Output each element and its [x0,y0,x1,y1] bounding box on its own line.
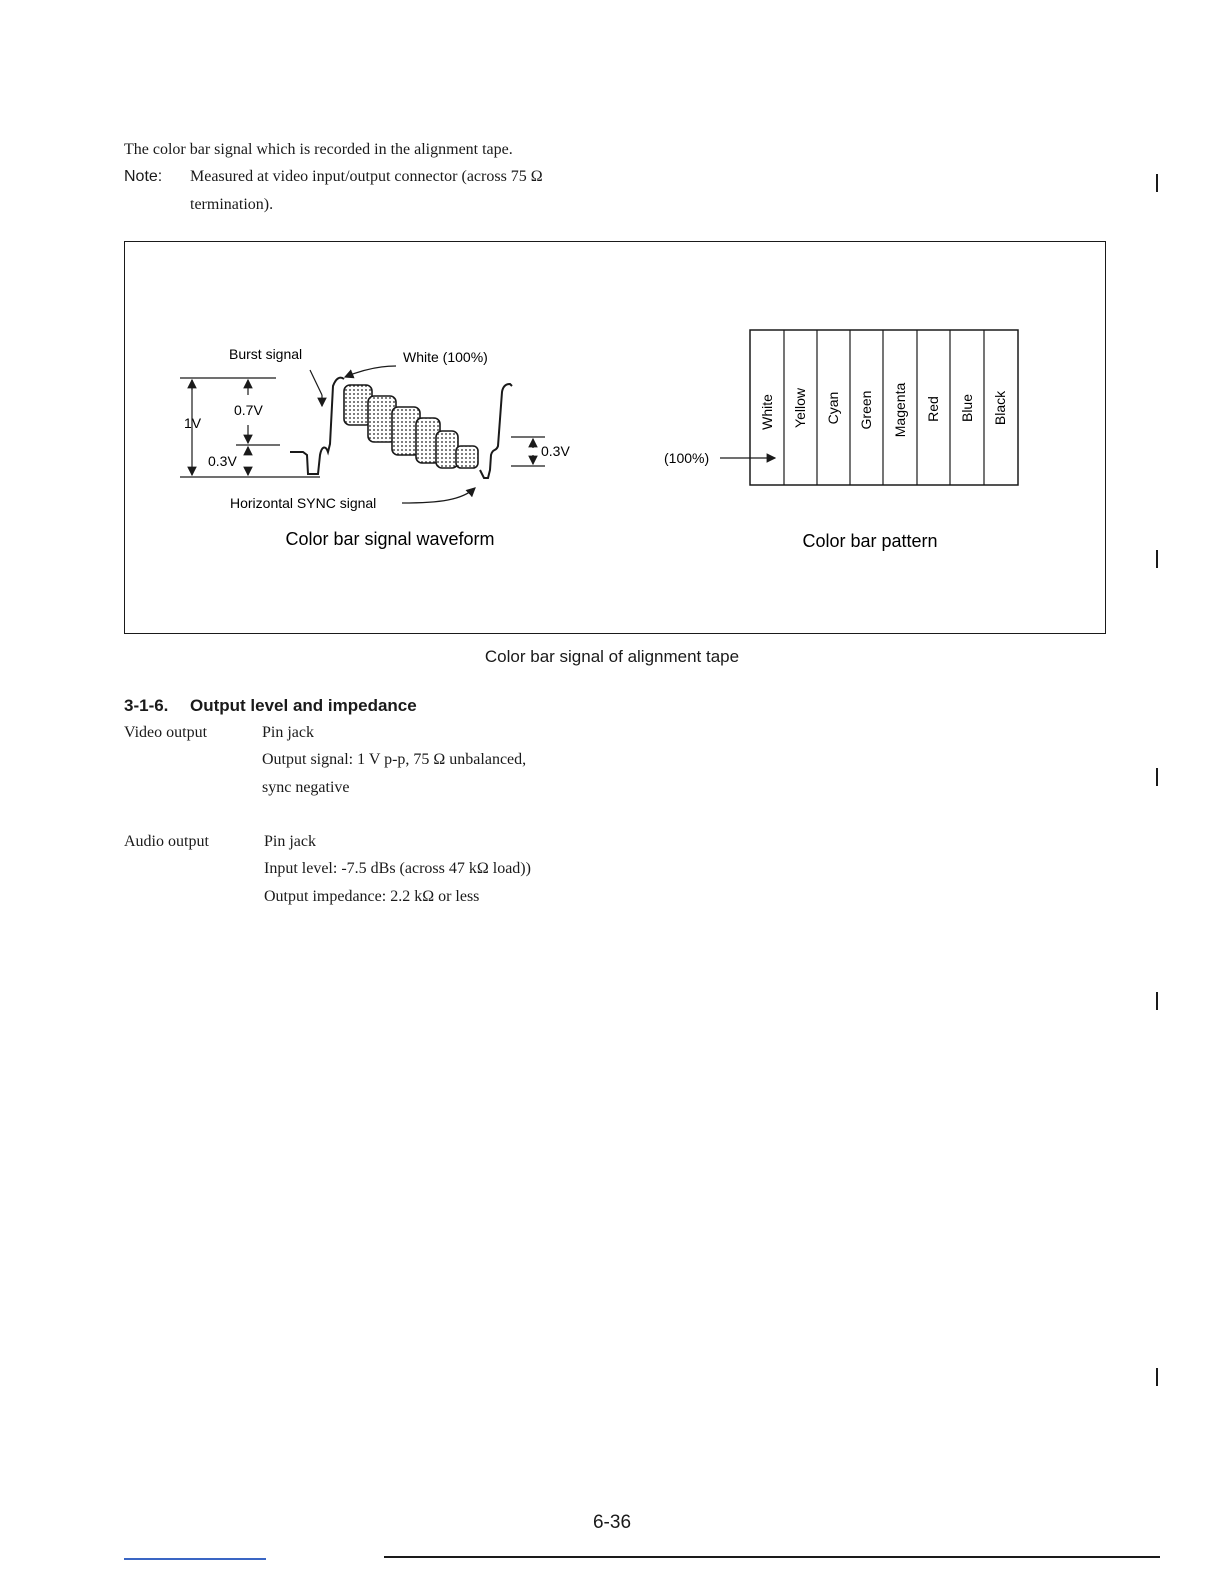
point-three-volt-right-label: 0.3V [541,443,570,459]
intro-text: The color bar signal which is recorded in the alignment tape. [124,141,513,158]
video-output-line3: sync negative [262,779,350,796]
audio-output-line1: Pin jack [264,833,316,850]
one-volt-label: 1V [184,415,202,431]
audio-output-line2: Input level: -7.5 dBs (across 47 kΩ load)) [264,860,531,877]
video-output-label: Video output [124,724,208,741]
figure-frame [124,241,1106,634]
audio-output-label: Audio output [124,833,209,850]
page-number: 6-36 [592,1512,632,1533]
bar-label-blue: Blue [959,393,975,423]
bar-label-white: White [759,394,775,430]
figure-caption: Color bar signal of alignment tape [484,647,740,666]
footer-rule [384,1556,1160,1558]
note-label: Note: [124,168,163,185]
video-output-line1: Pin jack [262,724,314,741]
footer-rule-blue [124,1558,266,1560]
note-text-line1: Measured at video input/output connector (across 75 Ω [190,168,543,185]
pattern-level-label: (100%) [664,450,710,466]
pattern-caption: Color bar pattern [802,531,938,551]
bar-label-red: Red [925,396,941,422]
note-text-line2: termination). [190,196,274,213]
section-number: 3-1-6. [124,696,169,715]
bar-label-black: Black [992,390,1008,426]
point-three-volt-label: 0.3V [208,453,237,469]
burst-signal-label: Burst signal [229,346,303,362]
binding-mark [1156,550,1158,568]
binding-mark [1156,174,1158,192]
bar-label-green: Green [858,390,874,430]
binding-mark [1156,768,1158,786]
video-output-line2: Output signal: 1 V p-p, 75 Ω unbalanced, [262,751,527,768]
bar-label-cyan: Cyan [825,391,841,425]
white-level-label: White (100%) [403,349,488,365]
bar-label-magenta: Magenta [892,382,908,438]
waveform-caption: Color bar signal waveform [285,529,495,549]
binding-mark [1156,992,1158,1010]
section-title: Output level and impedance [190,696,417,715]
bar-label-yellow: Yellow [792,388,808,428]
sync-signal-label: Horizontal SYNC signal [230,495,377,511]
binding-mark [1156,1368,1158,1386]
point-seven-volt-label: 0.7V [234,402,263,418]
audio-output-line3: Output impedance: 2.2 kΩ or less [264,888,480,905]
